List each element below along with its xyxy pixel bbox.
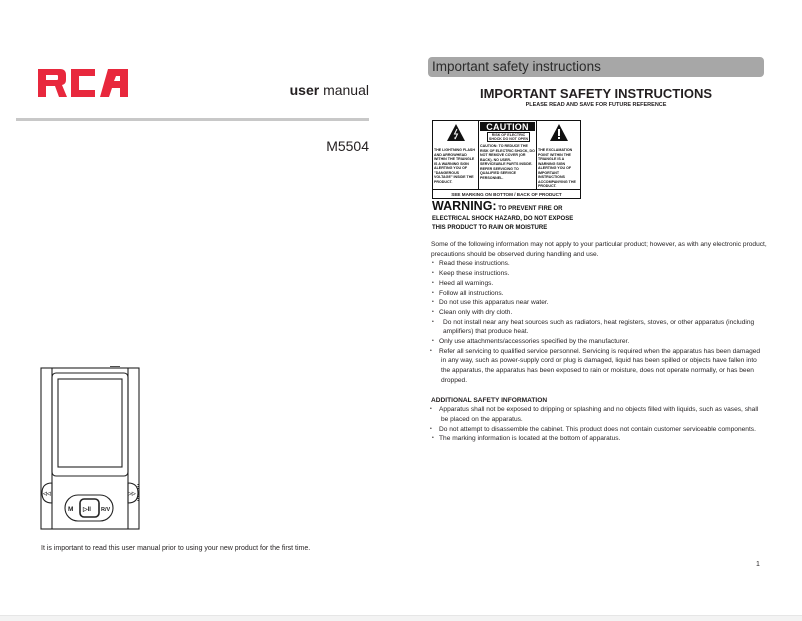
additional-safety-item: • The marking information is located at the bottom of apparatus. (431, 434, 767, 444)
safety-item: • Do not use this apparatus near water. (431, 298, 767, 308)
exclamation-warning-icon (550, 124, 568, 142)
safety-list (431, 259, 767, 385)
warning-line-2: ELECTRICAL SHOCK HAZARD, DO NOT EXPOSE (432, 216, 574, 222)
safety-item: • Heed all warnings. (431, 279, 767, 289)
prev-button-icon: ◁◁ (43, 491, 51, 497)
risk-of-shock-text: RISK OF ELECTRIC SHOCK DO NOT OPEN (488, 133, 529, 142)
section-header-bar (428, 57, 764, 77)
rv-button-label: R/V (101, 507, 111, 513)
play-pause-icon: ▷II (83, 507, 91, 513)
safety-item: • Clean only with dry cloth. (431, 308, 767, 318)
lightning-warning-icon (447, 124, 465, 142)
safety-item: • Follow all instructions. (431, 289, 767, 299)
fire-shock-warning (432, 200, 592, 232)
caution-description: CAUTION: TO REDUCE THE RISK OF ELECTRIC SHOCK, DO NOT REMOVE COVER (OR BACK). NO USER-SERVICEABLE PARTS INSIDE. REFER SERVICING TO QUALIFIED SERVICE PERSONNEL. (480, 144, 535, 180)
user-label: user (289, 82, 320, 98)
caution-center-panel (479, 121, 537, 189)
exclamation-description: THE EXCLAMATION POINT WITHIN THE TRIANGLE IS A WARNING SIGN ALERTING YOU OF IMPORTANT INSTRUCTIONS ACCOMPANYING THE PRODUCT. (538, 148, 576, 188)
page-bottom-edge (0, 615, 802, 621)
additional-safety-heading: ADDITIONAL SAFETY INFORMATION (431, 396, 548, 404)
left-page-cover (0, 0, 401, 615)
mp3-player-illustration (40, 366, 140, 531)
marking-location-text: SEE MARKING ON BOTTOM / BACK OF PRODUCT (433, 189, 580, 199)
warning-line-3: THIS PRODUCT TO RAIN OR MOISTURE (432, 224, 548, 231)
menu-button-label: M (68, 506, 74, 513)
page-number: 1 (756, 561, 760, 568)
safety-item: • Refer all servicing to qualified service personnel. Servicing is required when the apparatus has been damaged in any way, such as power-supply cord or plug is damaged, liquid has been spilled or objects have fallen into the apparatus, the apparatus has been exposed to rain or moisture, does not operate normally, or has been dropped. (431, 347, 767, 386)
safety-item: • Read these instructions. (431, 259, 767, 269)
safety-item: • Do not install near any heat sources such as radiators, heat registers, stoves, or other apparatus (including amplifiers) that produce heat. (431, 318, 767, 337)
additional-safety-list (431, 405, 767, 444)
section-header-title: Important safety instructions (432, 59, 601, 74)
rca-logo (38, 69, 128, 97)
caution-heading: CAUTION (480, 122, 535, 131)
caution-left-panel (433, 121, 479, 189)
model-number: M5504 (326, 138, 369, 154)
divider (16, 118, 369, 121)
user-manual-label (290, 82, 369, 98)
next-button-icon: ▷▷ (128, 491, 136, 497)
lightning-description: THE LIGHTNING FLASH AND ARROWHEAD WITHIN THE TRIANGLE IS A WARNING SIGN ALERTING YOU OF "DANGEROUS VOLTAGE" INSIDE THE PRODUCT. (434, 148, 475, 184)
safety-item: • Keep these instructions. (431, 269, 767, 279)
additional-safety-item: • Do not attempt to disassemble the cabinet. This product does not contain customer serviceable components. (431, 425, 767, 435)
warning-line-1: TO PREVENT FIRE OR (496, 206, 563, 212)
safety-subtitle: PLEASE READ AND SAVE FOR FUTURE REFERENCE (525, 102, 667, 108)
additional-safety-item: • Apparatus shall not be exposed to dripping or splashing and no objects filled with liquids, such as vases, shall be placed on the apparatus. (431, 405, 767, 424)
caution-right-panel (537, 121, 580, 189)
intro-paragraph: Some of the following information may not apply to your particular product; however, as with any electronic product, precautions should be observed during handling and use. (431, 241, 767, 258)
read-manual-notice: It is important to read this user manual prior to using your new product for the first time. (41, 545, 311, 552)
safety-item: • Only use attachments/accessories specified by the manufacturer. (431, 337, 767, 347)
caution-label (432, 120, 581, 199)
manual-label: manual (319, 82, 369, 98)
safety-body (431, 240, 767, 444)
safety-title: IMPORTANT SAFETY INSTRUCTIONS (479, 86, 713, 101)
warning-word: WARNING: (432, 199, 497, 213)
right-page-safety (401, 0, 802, 615)
